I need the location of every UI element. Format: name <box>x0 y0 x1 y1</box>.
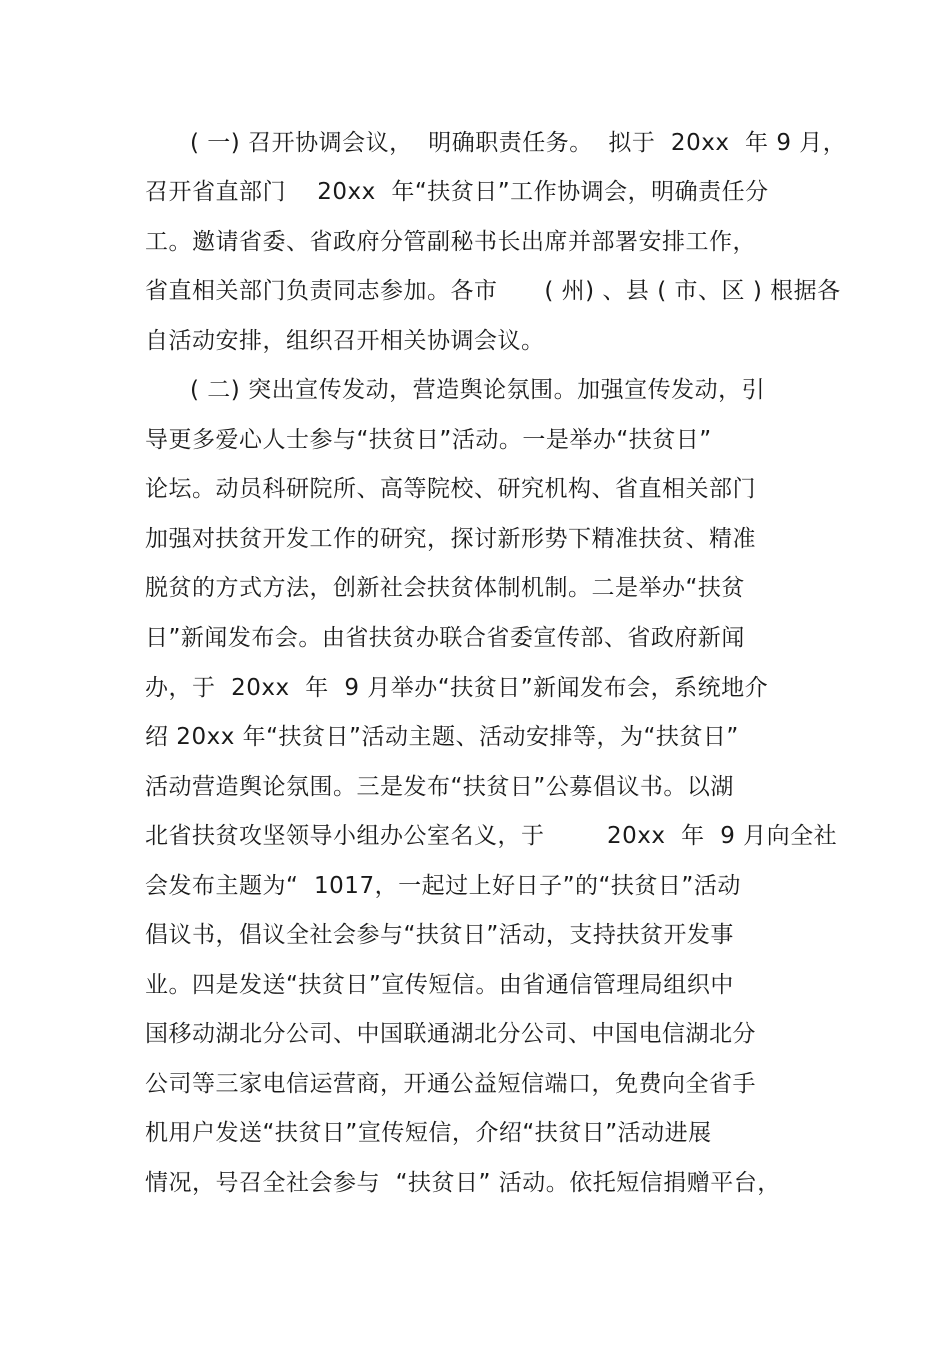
paragraph-2-line-14: 国移动湖北分公司、中国联通湖北分公司、中国电信湖北分 <box>145 1021 756 1047</box>
paragraph-1-line-2: 召开省直部门 20xx 年“扶贫日”工作协调会，明确责任分 <box>145 179 769 205</box>
paragraph-2-line-5: 脱贫的方式方法，创新社会扶贫体制机制。二是举办“扶贫 <box>145 575 745 601</box>
paragraph-2-line-16: 机用户发送“扶贫日”宣传短信，介绍“扶贫日”活动进展 <box>145 1120 712 1146</box>
paragraph-2-line-13: 业。四是发送“扶贫日”宣传短信。由省通信管理局组织中 <box>145 972 734 998</box>
paragraph-2-line-2: 导更多爱心人士参与“扶贫日”活动。一是举办“扶贫日” <box>145 427 712 453</box>
paragraph-1-line-5: 自活动安排，组织召开相关协调会议。 <box>145 328 545 354</box>
paragraph-2-line-11: 会发布主题为“ 1017，一起过上好日子”的“扶贫日”活动 <box>145 873 741 899</box>
paragraph-2-line-12: 倡议书，倡议全社会参与“扶贫日”活动，支持扶贫开发事 <box>145 922 734 948</box>
paragraph-2-line-3: 论坛。动员科研院所、高等院校、研究机构、省直相关部门 <box>145 476 756 502</box>
paragraph-2-line-7: 办，于 20xx 年 9 月举办“扶贫日”新闻发布会，系统地介 <box>145 675 769 701</box>
paragraph-1-line-3: 工。邀请省委、省政府分管副秘书长出席并部署安排工作， <box>145 229 756 255</box>
paragraph-2-line-8: 绍 20xx 年“扶贫日”活动主题、活动安排等，为“扶贫日” <box>145 724 739 750</box>
paragraph-2-line-4: 加强对扶贫开发工作的研究，探讨新形势下精准扶贫、精准 <box>145 526 756 552</box>
paragraph-2-line-15: 公司等三家电信运营商，开通公益短信端口，免费向全省手 <box>145 1071 756 1097</box>
paragraph-2-line-1: ( 二) 突出宣传发动，营造舆论氛围。加强宣传发动，引 <box>190 377 766 403</box>
paragraph-2-line-10: 北省扶贫攻坚领导小组办公室名义，于 20xx 年 9 月向全社 <box>145 823 838 849</box>
paragraph-2-line-6: 日”新闻发布会。由省扶贫办联合省委宣传部、省政府新闻 <box>145 625 745 651</box>
paragraph-2-line-9: 活动营造舆论氛围。三是发布“扶贫日”公募倡议书。以湖 <box>145 774 734 800</box>
paragraph-2-line-17: 情况，号召全社会参与 “扶贫日” 活动。依托短信捐赠平台， <box>145 1170 781 1196</box>
paragraph-1-line-1: ( 一) 召开协调会议， 明确职责任务。 拟于 20xx 年 9 月， <box>190 130 847 156</box>
paragraph-1-line-4: 省直相关部门负责同志参加。各市 ( 州) 、县 ( 市、区 ) 根据各 <box>145 278 841 304</box>
